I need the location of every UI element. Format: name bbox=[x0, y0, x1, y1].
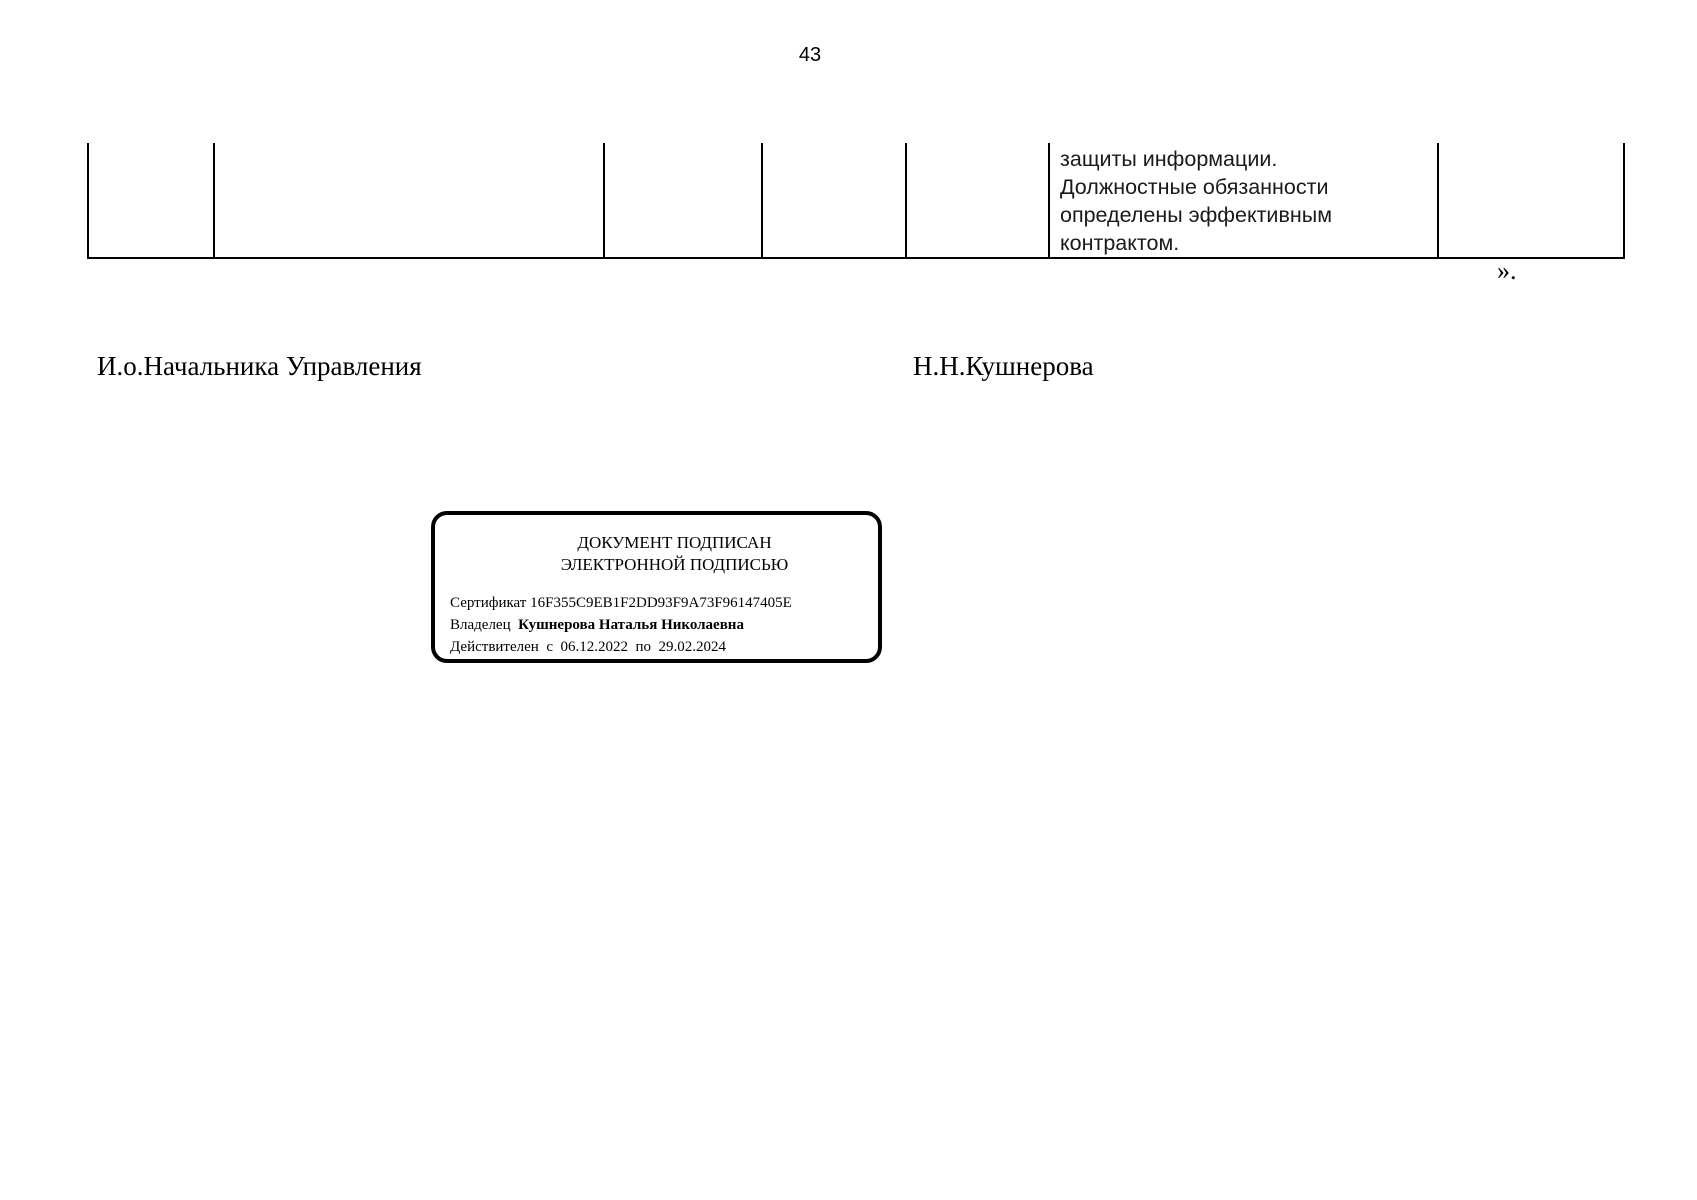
stamp-title bbox=[435, 532, 878, 576]
signer-position-title: И.о.Начальника Управления bbox=[97, 351, 422, 381]
table-cell-2 bbox=[214, 143, 604, 258]
certificate-value: 16F355C9EB1F2DD93F9A73F96147405E bbox=[530, 595, 792, 611]
table-cell-4 bbox=[762, 143, 906, 258]
electronic-signature-stamp bbox=[431, 511, 882, 663]
owner-value: Кушнерова Наталья Николаевна bbox=[518, 617, 744, 633]
cell-line: Должностные обязанности bbox=[1060, 175, 1329, 199]
table-cell-7 bbox=[1438, 143, 1624, 258]
valid-from-label: с bbox=[546, 639, 553, 655]
stamp-title-line: ДОКУМЕНТ ПОДПИСАН bbox=[577, 533, 772, 552]
stamp-title-line: ЭЛЕКТРОННОЙ ПОДПИСЬЮ bbox=[560, 555, 789, 574]
valid-to-date: 29.02.2024 bbox=[658, 639, 727, 655]
valid-to-label: по bbox=[635, 639, 652, 655]
table-row bbox=[88, 143, 1624, 258]
certificate-label: Сертификат bbox=[450, 595, 527, 611]
table-cell-1 bbox=[88, 143, 214, 258]
valid-from-date: 06.12.2022 bbox=[560, 639, 628, 655]
cell-line: контрактом. bbox=[1060, 231, 1180, 255]
closing-quote-mark: ». bbox=[1497, 256, 1517, 285]
table-cell-3 bbox=[604, 143, 762, 258]
table-cell-5 bbox=[906, 143, 1049, 258]
cell-description-text bbox=[1050, 143, 1437, 257]
cell-line: защиты информации. bbox=[1060, 147, 1278, 171]
table-cell-description bbox=[1049, 143, 1438, 258]
page-number: 43 bbox=[798, 44, 822, 66]
table-fragment bbox=[87, 143, 1625, 259]
cell-line: определены эффективным bbox=[1060, 203, 1332, 227]
stamp-owner-row bbox=[450, 617, 744, 634]
signer-name: Н.Н.Кушнерова bbox=[913, 351, 1094, 381]
stamp-certificate-row bbox=[450, 595, 792, 612]
owner-label: Владелец bbox=[450, 617, 511, 633]
stamp-validity-row bbox=[450, 639, 726, 656]
valid-label: Действителен bbox=[450, 639, 539, 655]
